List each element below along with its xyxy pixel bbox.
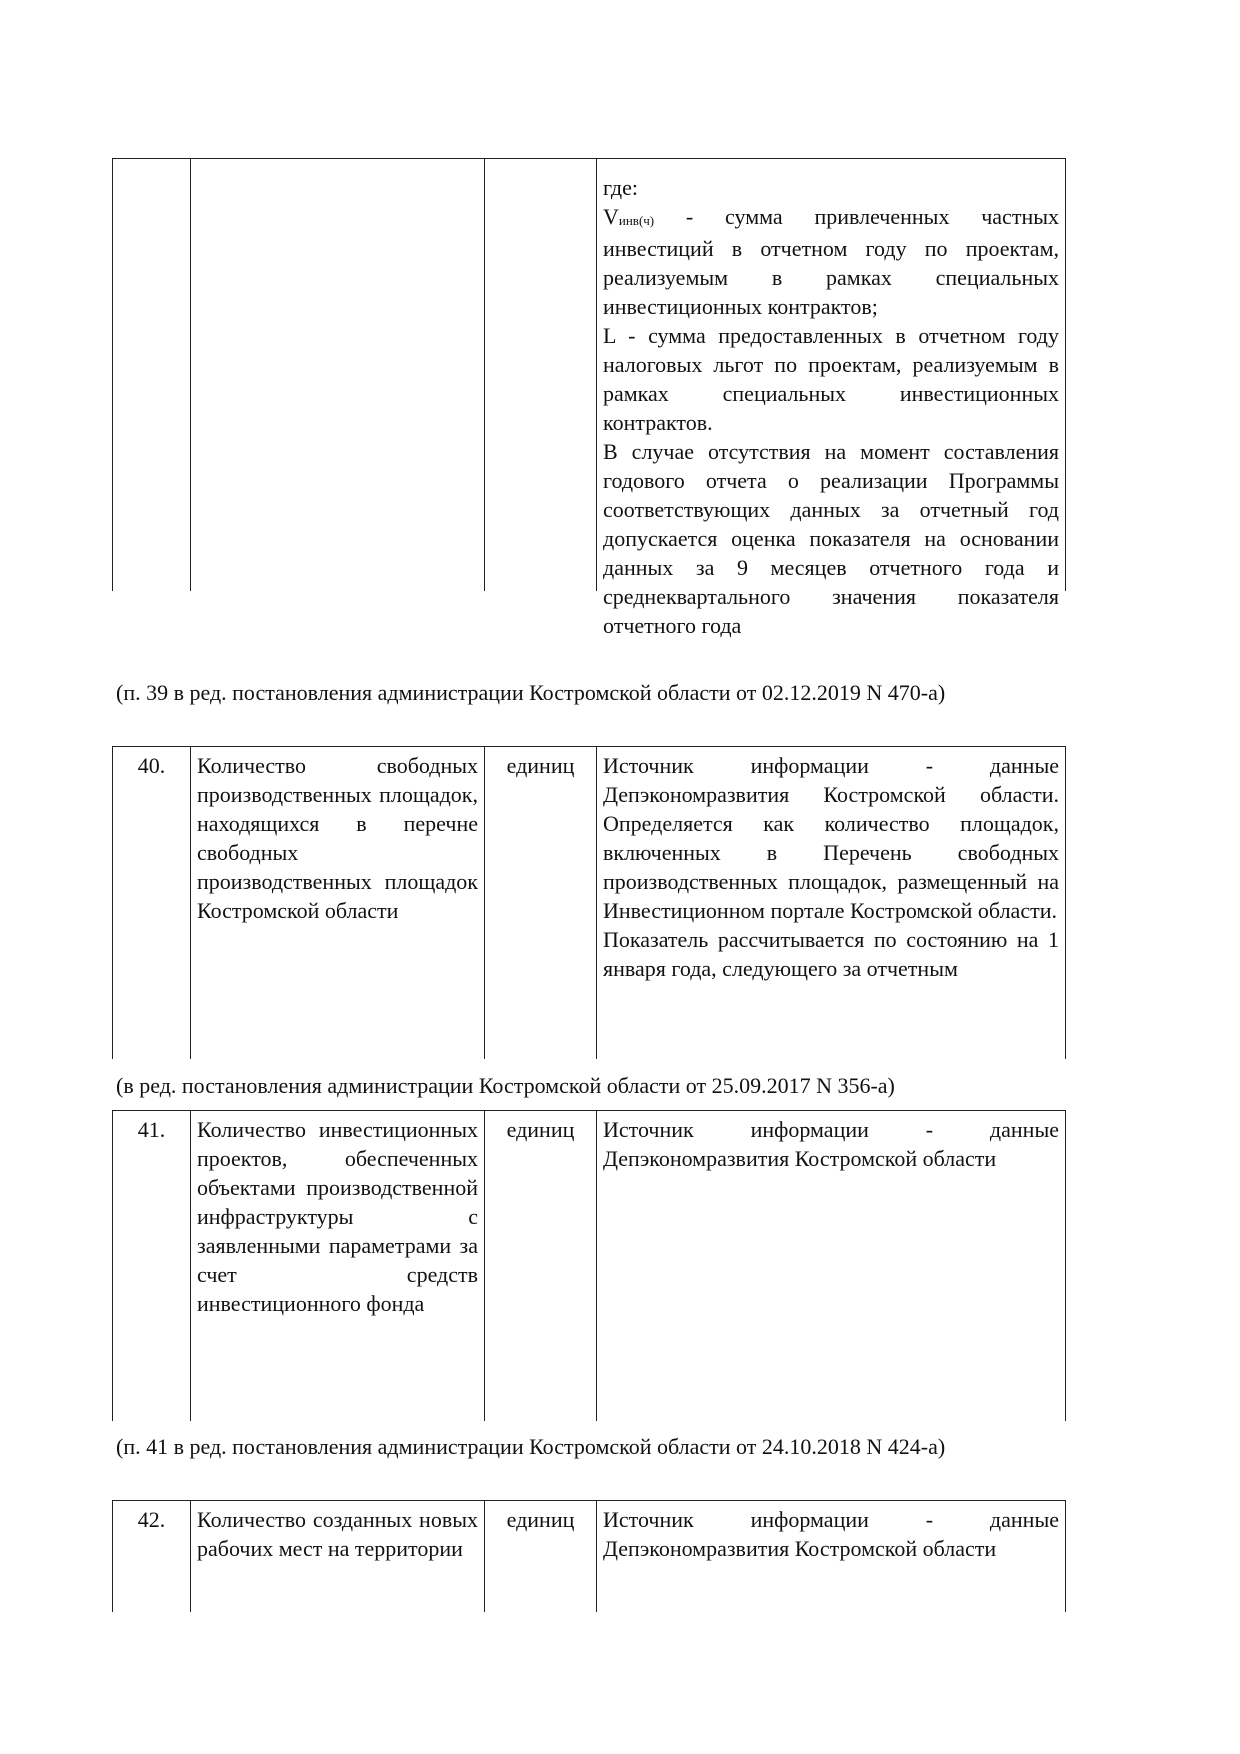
method-line: Показатель рассчитывается по состоянию на 1 января года, следующего за отчетным xyxy=(603,927,1059,981)
amendment-note: (в ред. постановления администрации Костромской области от 25.09.2017 N 356-а) xyxy=(116,1073,895,1098)
row-number: 40. xyxy=(112,747,190,1059)
unit: единиц xyxy=(484,1111,596,1421)
table-row-40 xyxy=(112,746,1066,1059)
row-number: 41. xyxy=(112,1111,190,1421)
table-row-41 xyxy=(112,1110,1066,1421)
table-row-39-continued xyxy=(112,158,1066,638)
indicator-name: Количество инвестиционных проектов, обеспеченных объектами производственной инфраструктуры с заявленными параметрами за счет средств инвестиционного фонда xyxy=(190,1111,484,1421)
method-line: где: xyxy=(603,175,638,200)
table-row-42 xyxy=(112,1500,1066,1612)
amendment-note: (п. 39 в ред. постановления администрации Костромской области от 02.12.2019 N 470-а) xyxy=(116,680,946,705)
indicator-name: Количество созданных новых рабочих мест на территории xyxy=(190,1501,484,1612)
v-subscript: инв(ч) xyxy=(618,213,655,228)
v-definition xyxy=(603,202,1059,321)
v-text: - сумма привлеченных частных инвестиций в отчетном году по проектам, реализуемым в рамках специальных инвестиционных контрактов; xyxy=(603,204,1059,319)
row-number xyxy=(112,159,190,591)
unit xyxy=(484,159,596,591)
indicator-name xyxy=(190,159,484,591)
method-line: В случае отсутствия на момент составления годового отчета о реализации Программы соответствующих данных за отчетный год допускается оценка показателя на основании данных за 9 месяцев отчетного года и среднеквартального значения показателя отчетного года xyxy=(603,439,1059,638)
row-number: 42. xyxy=(112,1501,190,1612)
method-cell xyxy=(596,747,1066,1059)
amendment-note: (п. 41 в ред. постановления администрации Костромской области от 24.10.2018 N 424-а) xyxy=(116,1434,946,1459)
unit: единиц xyxy=(484,1501,596,1612)
method-line: Источник информации - данные Депэкономразвития Костромской области xyxy=(603,1117,1059,1171)
method-line: Источник информации - данные Депэкономразвития Костромской области xyxy=(603,1507,1059,1561)
indicator-name: Количество свободных производственных площадок, находящихся в перечне свободных производственных площадок Костромской области xyxy=(190,747,484,1059)
method-cell xyxy=(596,159,1066,638)
v-symbol: V xyxy=(603,204,619,229)
method-cell xyxy=(596,1501,1066,1612)
method-cell xyxy=(596,1111,1066,1421)
unit: единиц xyxy=(484,747,596,1059)
method-line: L - сумма предоставленных в отчетном году налоговых льгот по проектам, реализуемым в рамках специальных инвестиционных контрактов. xyxy=(603,323,1059,435)
method-line: Источник информации - данные Депэкономразвития Костромской области. Определяется как количество площадок, включенных в Перечень свободных производственных площадок, размещенный на Инвестиционном портале Костромской области. xyxy=(603,753,1059,923)
